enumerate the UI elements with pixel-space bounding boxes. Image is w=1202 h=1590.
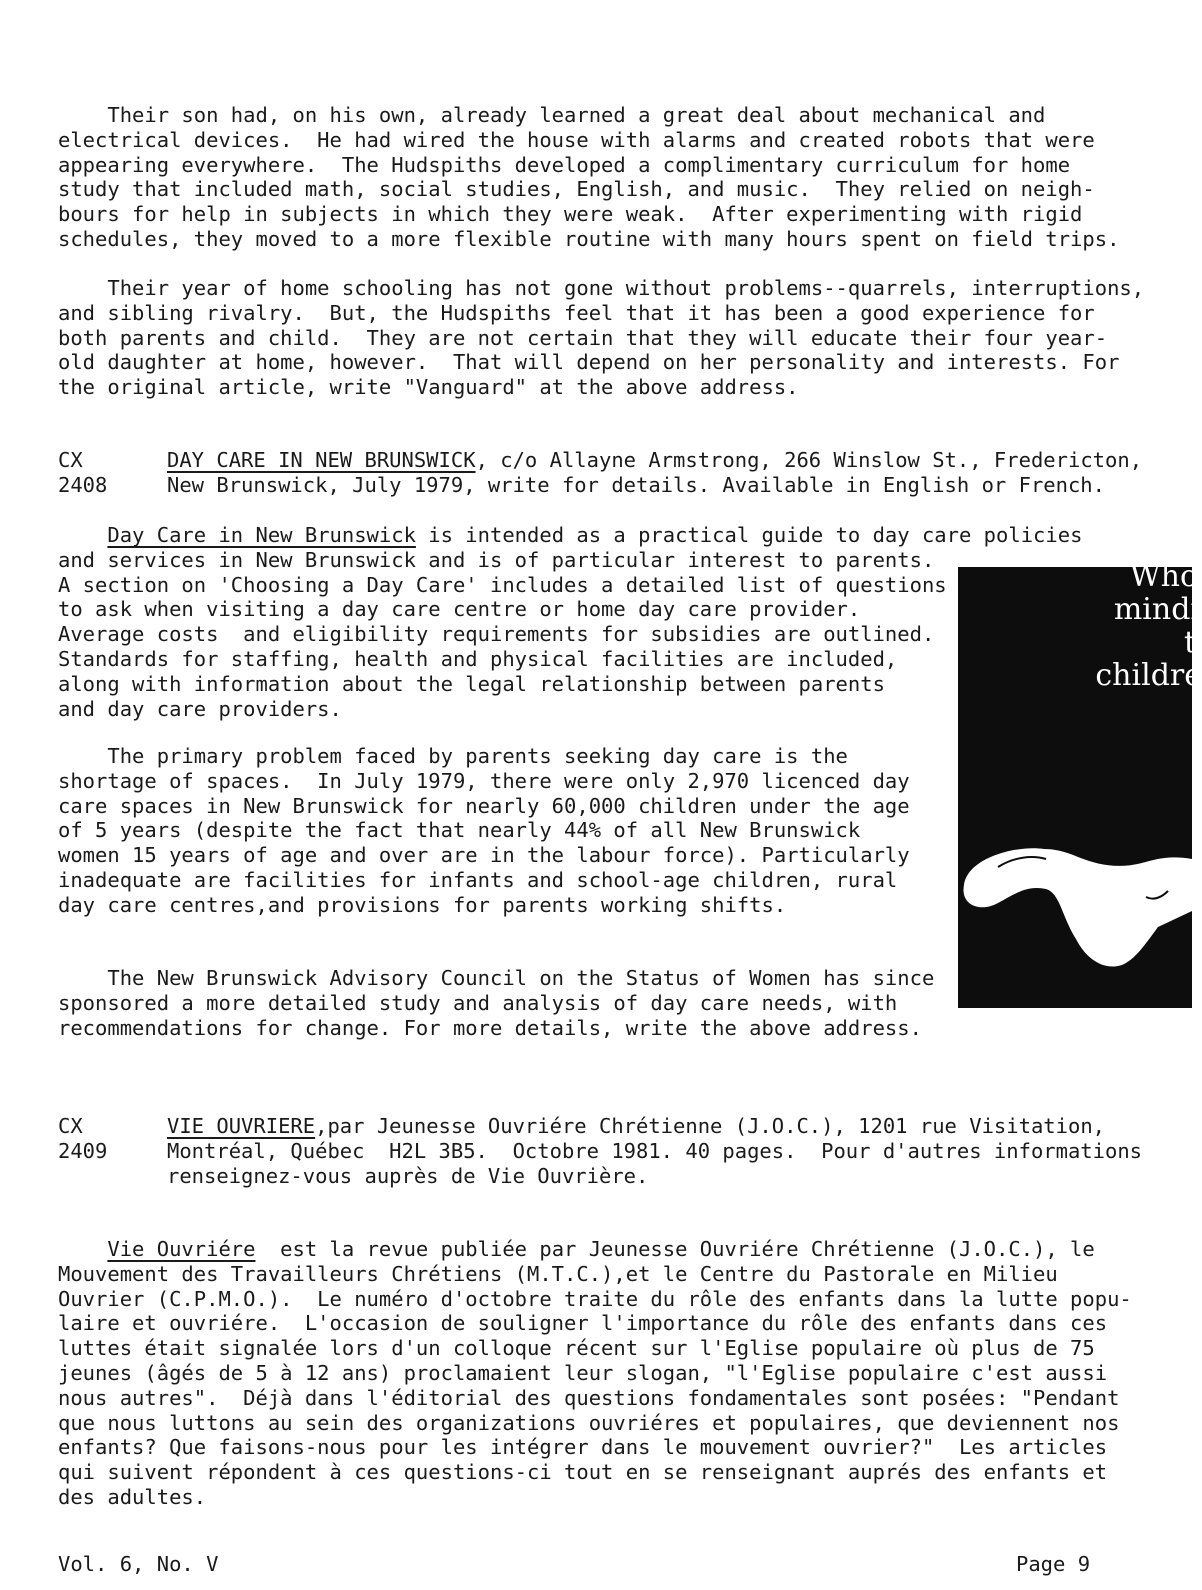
text-line: laire et ouvriére. L'occasion de souligner l'importance du rôle des enfants dans ces — [58, 1311, 1108, 1336]
indent — [58, 1237, 107, 1261]
poster-line: t — [1183, 625, 1196, 660]
entry-code: 2409 — [58, 1138, 108, 1163]
text-span: is intended as a practical guide to day care policies — [415, 523, 1083, 547]
text-line: of 5 years (despite the fact that nearly 44% of all New Brunswick — [58, 818, 861, 843]
text-line: and services in New Brunswick and is of particular interest to parents. — [58, 547, 935, 572]
crawling-baby-icon — [958, 567, 1192, 1008]
paragraph-hudspith-curriculum — [58, 103, 1119, 252]
text-line: appearing everywhere. The Hudspiths developed a complimentary curriculum for home — [58, 152, 1071, 177]
entry-prefix: CX — [58, 1114, 83, 1138]
citation-line — [167, 448, 1142, 473]
citation-line: Montréal, Québec H2L 3B5. Octobre 1981. 40 pages. Pour d'autres informations — [167, 1138, 1143, 1163]
text-line: que nous luttons au sein des organizations ouvriéres et populaires, que deviennent nos — [58, 1410, 1120, 1435]
citation-text: , c/o Allayne Armstrong, 266 Winslow St., Fredericton, — [475, 448, 1143, 472]
text-line: and sibling rivalry. But, the Hudspiths feel that it has been a good experience for — [58, 300, 1095, 325]
text-line: inadequate are facilities for infants and school-age children, rural — [58, 867, 898, 892]
text-line — [58, 523, 1082, 548]
text-line: enfants? Que faisons-nous pour les intégrer dans le mouvement ouvrier?" Les articles — [58, 1435, 1108, 1460]
citation-line: renseignez-vous auprès de Vie Ouvrière. — [167, 1163, 649, 1188]
text-line — [58, 1237, 1132, 1262]
paragraph-daycare-shortage — [58, 744, 910, 918]
entry-prefix: CX — [58, 448, 83, 472]
entry-citation-2409 — [167, 1114, 1142, 1188]
text-line: both parents and child. They are not certain that they will educate their four year- — [58, 325, 1108, 350]
text-line: Their year of home schooling has not gone without problems--quarrels, interruptions, — [58, 276, 1145, 300]
text-line: Their son had, on his own, already learned a great deal about mechanical and — [58, 103, 1046, 127]
entry-code: 2408 — [58, 472, 108, 497]
text-line: The New Brunswick Advisory Council on the Status of Women has since — [58, 966, 935, 990]
entry-citation-2408 — [167, 448, 1142, 498]
text-line: and day care providers. — [58, 696, 342, 721]
text-line: The primary problem faced by parents seeking day care is the — [58, 744, 848, 768]
citation-line: New Brunswick, July 1979, write for details. Available in English or French. — [167, 472, 1105, 497]
text-line: recommendations for change. For more details, write the above address. — [58, 1015, 922, 1040]
text-line: bours for help in subjects in which they were weak. After experimenting with rigid — [58, 202, 1083, 227]
text-line: schedules, they moved to a more flexible routine with many hours spent on field trips. — [58, 226, 1120, 251]
text-span: est la revue publiée par Jeunesse Ouvriére Chrétienne (J.O.C.), le — [255, 1237, 1095, 1261]
entry-number-2408 — [58, 448, 107, 498]
entry-number-2409 — [58, 1114, 107, 1164]
text-line: Average costs and eligibility requirements for subsidies are outlined. — [58, 622, 935, 647]
footer-page-number: Page 9 — [1016, 1552, 1091, 1576]
text-line: Ouvrier (C.P.M.O.). Le numéro d'octobre traite du rôle des enfants dans la lutte popu- — [58, 1286, 1132, 1311]
text-line: study that included math, social studies, English, and music. They relied on neigh- — [58, 177, 1095, 202]
text-line: jeunes (âgés de 5 à 12 ans) proclamaient leur slogan, "l'Eglise populaire c'est aussi — [58, 1360, 1108, 1385]
paragraph-vie-ouvriere — [58, 1237, 1132, 1510]
paragraph-hudspith-problems — [58, 276, 1144, 400]
publication-title: Day Care in New Brunswick — [107, 523, 416, 547]
text-line: women 15 years of age and over are in the labour force). Particularly — [58, 843, 910, 868]
text-line: sponsored a more detailed study and analysis of day care needs, with — [58, 990, 898, 1015]
entry-title: VIE OUVRIERE — [167, 1114, 316, 1138]
paragraph-daycare-guide — [58, 523, 1082, 721]
text-line: des adultes. — [58, 1484, 207, 1509]
indent — [58, 523, 107, 547]
text-line: nous autres". Déjà dans l'éditorial des questions fondamentales sont posées: "Pendant — [58, 1385, 1120, 1410]
citation-line — [167, 1114, 1142, 1139]
citation-text: ,par Jeunesse Ouvriére Chrétienne (J.O.C.), 1201 rue Visitation, — [315, 1114, 1105, 1138]
poster-image — [958, 559, 1202, 1008]
text-line: luttes était signalée lors d'un colloque récent sur l'Eglise populaire où plus de 75 — [58, 1336, 1095, 1361]
text-line: care spaces in New Brunswick for nearly 60,000 children under the age — [58, 793, 910, 818]
text-line: A section on 'Choosing a Day Care' includes a detailed list of questions — [58, 572, 947, 597]
entry-title: DAY CARE IN NEW BRUNSWICK — [167, 448, 476, 472]
text-line: electrical devices. He had wired the house with alarms and created robots that were — [58, 127, 1095, 152]
text-line: Standards for staffing, health and physical facilities are included, — [58, 646, 898, 671]
poster-line: Who — [1129, 559, 1198, 594]
text-line: the original article, write "Vanguard" at the above address. — [58, 375, 799, 400]
text-line: old daughter at home, however. That will depend on her personality and interests. For — [58, 350, 1120, 375]
text-line: qui suivent répondent à ces questions-ci tout en se renseignant auprés des enfants et — [58, 1460, 1108, 1485]
paragraph-advisory-council — [58, 966, 934, 1040]
publication-title: Vie Ouvriére — [107, 1237, 256, 1261]
poster-line: childre — [1095, 658, 1202, 693]
text-line: shortage of spaces. In July 1979, there were only 2,970 licenced day — [58, 768, 910, 793]
text-line: day care centres,and provisions for parents working shifts. — [58, 892, 787, 917]
footer-volume: Vol. 6, No. V — [58, 1552, 219, 1576]
poster-line: mindi — [1113, 592, 1200, 627]
text-line: to ask when visiting a day care centre or home day care provider. — [58, 597, 861, 622]
text-line: along with information about the legal relationship between parents — [58, 671, 885, 696]
text-line: Mouvement des Travailleurs Chrétiens (M.T.C.),et le Centre du Pastorale en Milieu — [58, 1261, 1058, 1286]
